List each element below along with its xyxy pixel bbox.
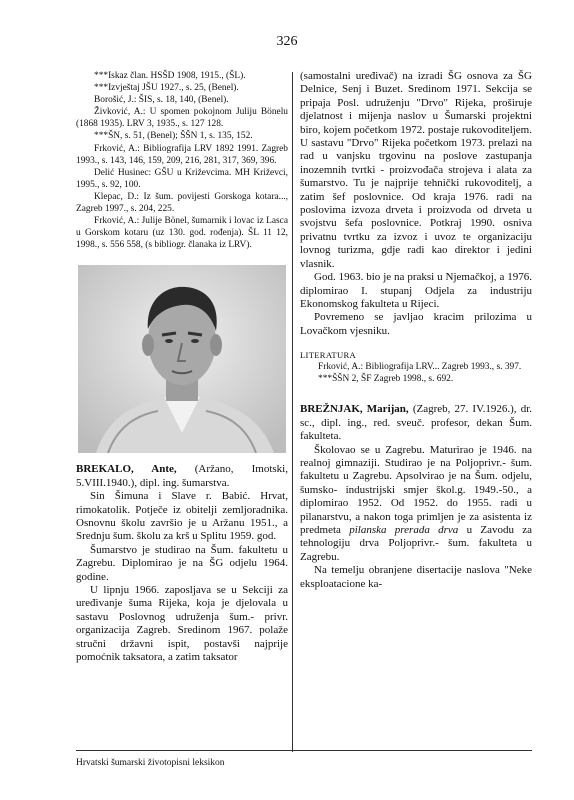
reference-item: Živković, A.: U spomen pokojnom Juliju Bönelu (1868 1935). LRV 3, 1935., s. 127 128. bbox=[76, 107, 288, 130]
literature-list bbox=[300, 361, 532, 385]
literature-heading: LITERATURA bbox=[300, 350, 356, 361]
entry-paragraph: Šumarstvo je studirao na Šum. fakultetu u Zagrebu. Diplomirao je na ŠG odjelu 1964. godine. bbox=[76, 543, 288, 583]
right-column bbox=[300, 70, 532, 591]
left-column bbox=[76, 70, 288, 665]
reference-item: Delić Husinec: GŠU u Križevcima. MH Križevci, 1995., s. 92, 100. bbox=[76, 167, 288, 190]
page-number: 326 bbox=[276, 34, 298, 49]
portrait-photo bbox=[78, 265, 286, 453]
literature-item: Frković, A.: Bibliografija LRV... Zagreb 1993., s. 397. bbox=[318, 362, 522, 373]
portrait-photo-drawing bbox=[78, 265, 286, 453]
entry-paragraph: U lipnju 1966. zaposljava se u Sekciji za uređivanje šuma Rijeka, koja je djelovala u sastavu Poslovnog udruženja šum.- privr. organizacija Zagreb. Sredinom 1967. polaže stručni državni ispit, postavši najprije pomoćnik taksatora, a zatim taksator bbox=[76, 584, 288, 664]
entry-text: u Zavodu za tehnologiju drva Poljoprivr.- šum. fakulteta u Zagrebu. bbox=[300, 523, 533, 563]
reference-item: Frković, A.: Bibliografija LRV 1892 1991. Zagreb 1993., s. 143, 146, 159, 209, 216, 281, 317, 369, 396. bbox=[76, 143, 288, 166]
entry-paragraph bbox=[300, 444, 532, 565]
reference-item: ***Iskaz član. HSŠD 1908, 1915., (ŠL). bbox=[94, 71, 246, 81]
entry-paragraph: Sin Šimuna i Slave r. Babić. Hrvat, rimokatolik. Potječe iz obitelji zemljoradnika. Osnovnu školu završio je u Aržanu 1951., a Srednju šum. školu za krš u Splitu 1959. god. bbox=[76, 490, 288, 543]
entry-name: BREKALO, Ante, bbox=[76, 463, 177, 476]
references-top bbox=[76, 70, 288, 251]
entry-head: (Zagreb, 27. IV.1926.), dr. sc., dipl. ing., red. sveuč. profesor, dekan Šum. fakulteta. bbox=[300, 403, 532, 443]
entry-name: BREŽNJAK, Marijan, bbox=[300, 403, 409, 416]
entry-brekalo-continued bbox=[300, 70, 532, 338]
entry-paragraph: (samostalni uređivač) na izradi ŠG osnova za ŠG Delnice, Senj i Buzet. Sredinom 1971. Sekcija se pripaja Posl. udruženju "Drvo" Rijeka, proširuje djelatnost i mijenja naslov u Šumarski projektni biro, kojem početkom 1972. postaje rukovoditeljem. U sastavu "Drvo" Rijeka početkom 1973. prelazi na rad u vanjsku trgovinu na poslove zastupanja inozemnih tvrtki - proizvođača strojeva i alata za šumarstvo. Tu je najprije tehnički rukovoditelj, a zatim šef poslovnice. Od kraja 1976. radi na poslovima izvoza drveta i proizvoda od drveta u svojstvu šefa poslovnice. Potkraj 1990. osniva privatnu tvrtku za izvoz i uvoz te organizaciju lovnog turizma, gdje radi kao direktor i jedini vlasnik. bbox=[300, 70, 532, 270]
reference-item: ***Izvještaj JŠU 1927., s. 25, (Benel). bbox=[94, 83, 239, 94]
entry-paragraph: God. 1963. bio je na praksi u Njemačkoj, a 1976. diplomirao I. stupanj Odjela za industriju Ekonomskog fakulteta u Rijeci. bbox=[300, 271, 532, 310]
entry-head: (Aržano, Imotski, 5.VIII.1940.), dipl. ing. šumarstva. bbox=[76, 463, 288, 489]
column-divider bbox=[292, 72, 293, 752]
entry-brekalo bbox=[76, 463, 288, 664]
reference-item: Frković, A.: Julije Bönel, šumarnik i lovac iz Lasca u Gorskom kotaru (uz 130. god. rođenja). ŠL 11 12, 1998., s. 556 558, (s bibliogr. članaka iz LRV). bbox=[76, 216, 288, 251]
reference-item: Borošić, J.: ŠIS, s. 18, 140, (Benel). bbox=[94, 95, 229, 106]
entry-paragraph: Povremeno se javljao kracim prilozima u Lovačkom vjesniku. bbox=[300, 311, 532, 337]
entry-italic-term: pilanska prerada drva bbox=[349, 523, 459, 536]
entry-text: Školovao se u Zagrebu. Maturirao je 1946. na realnoj gimnaziji. Studirao je na Poljoprivr.- šum. fakultetu u Zagrebu. Apsolvirao je na Šum. odjelu, šumsko- industrijski smjer škol.g. 1949.-50., a diplomirao 1952. Od 1952. do 1955. radi u pilanarstvu, a nakon toga primljen je za asistenta iz predmeta bbox=[300, 443, 532, 536]
entry-breznjak bbox=[300, 403, 532, 591]
reference-item: ***ŠN, s. 51, (Benel); ŠŠN 1, s. 135, 152. bbox=[94, 131, 253, 142]
literature-item: ***ŠŠN 2, ŠF Zagreb 1998., s. 692. bbox=[318, 374, 454, 385]
footer-rule bbox=[76, 750, 532, 751]
entry-paragraph: Na temelju obranjene disertacije naslova "Neke eksploatacione ka- bbox=[300, 564, 532, 590]
reference-item: Klepac, D.: Iz šum. povijesti Gorskoga kotara..., Zagreb 1997., s. 204, 225. bbox=[76, 191, 288, 215]
footer-title: Hrvatski šumarski životopisni leksikon bbox=[76, 758, 225, 768]
